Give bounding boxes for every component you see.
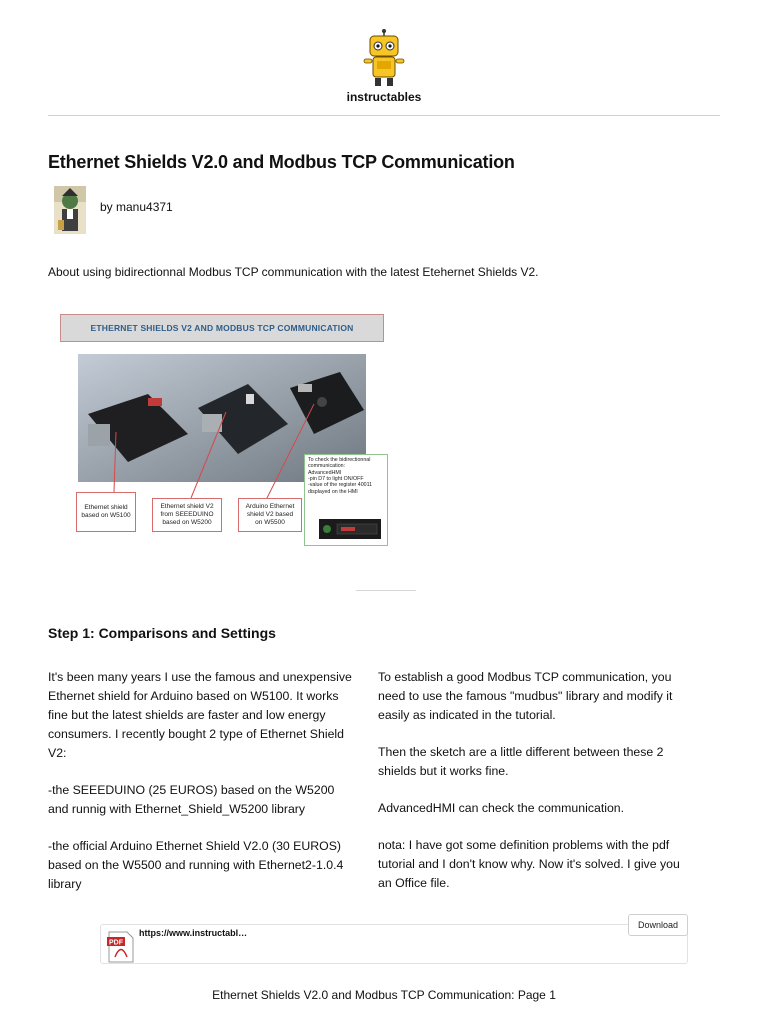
article-figure (56, 312, 396, 552)
note-line: To check the bidirectionnal (308, 457, 371, 463)
label-line: shield V2 based (246, 510, 294, 518)
page-title: Ethernet Shields V2.0 and Modbus TCP Communication (48, 152, 515, 172)
header-divider (48, 115, 720, 116)
note-line: communication: (308, 463, 346, 470)
robot-mascot-icon[interactable] (362, 28, 406, 88)
attachment-link[interactable]: https://www.instructabl… (139, 928, 248, 938)
figure-label-w5500 (238, 498, 302, 532)
intro-text: About using bidirectionnal Modbus TCP communication with the latest Etehernet Shields V2. (48, 265, 539, 279)
paragraph: nota: I have got some definition problems with the pdf tutorial and I don't know why. Now it's solved. I give you an Office file. (378, 838, 680, 890)
figure-banner-text: ETHERNET SHIELDS V2 AND MODBUS TCP COMMUNICATION (90, 323, 354, 333)
figure-note-hmi (304, 454, 388, 546)
page-footer: Ethernet Shields V2.0 and Modbus TCP Communication: Page 1 (212, 988, 556, 1002)
note-line: -pin D7 to light ON/OFF (308, 476, 364, 483)
step-column-left (48, 668, 358, 912)
step-title: Step 1: Comparisons and Settings (48, 625, 276, 641)
hmi-screenshot (319, 519, 381, 539)
paragraph: It's been many years I use the famous and unexpensive Ethernet shield for Arduino based on W5100. It works fine but the latest shields are faster and low energy consumers. I recently bought 2 type of Ethernet Shield V2: (48, 670, 352, 760)
svg-text:PDF: PDF (109, 939, 123, 947)
paragraph: To establish a good Modbus TCP communication, you need to use the famous "mudbus" library and modify it easily as indicated in the tutorial. (378, 670, 673, 722)
avatar[interactable] (54, 186, 86, 234)
label-line: based on W5200 (162, 519, 212, 527)
label-line: based on W5100 (81, 512, 131, 519)
paragraph: Then the sketch are a little different between these 2 shields but it works fine. (378, 745, 664, 778)
step-column-right (378, 668, 688, 911)
figure-label-w5100 (76, 492, 136, 532)
paragraph: AdvancedHMI can check the communication. (378, 801, 625, 815)
label-line: Ethernet shield (84, 503, 128, 511)
label-line: Arduino Ethernet (245, 502, 295, 510)
label-line: from SEEEDUINO (160, 510, 214, 518)
paragraph: -the official Arduino Ethernet Shield V2.0 (30 EUROS) based on the W5500 and running with Ethernet2-1.0.4 library (48, 839, 344, 891)
figure-label-w5200 (152, 498, 222, 532)
download-button[interactable]: Download (628, 914, 688, 936)
note-line: AdvancedHMI (308, 469, 342, 476)
paragraph: -the SEEEDUINO (25 EUROS) based on the W5200 and runnig with Ethernet_Shield_W5200 library (48, 783, 335, 816)
site-header (0, 28, 768, 104)
label-line: Ethernet shield V2 (160, 502, 214, 510)
label-line: on W5500 (255, 519, 285, 527)
note-line: -value of the register 40011 (308, 482, 373, 489)
pdf-file-icon (107, 931, 135, 963)
author-block (54, 186, 173, 234)
section-divider (356, 590, 416, 591)
author-byline[interactable]: by manu4371 (100, 200, 173, 214)
note-line: displayed on the HMI (308, 488, 358, 495)
site-name[interactable]: instructables (346, 90, 422, 104)
attachment-card[interactable] (100, 924, 688, 964)
